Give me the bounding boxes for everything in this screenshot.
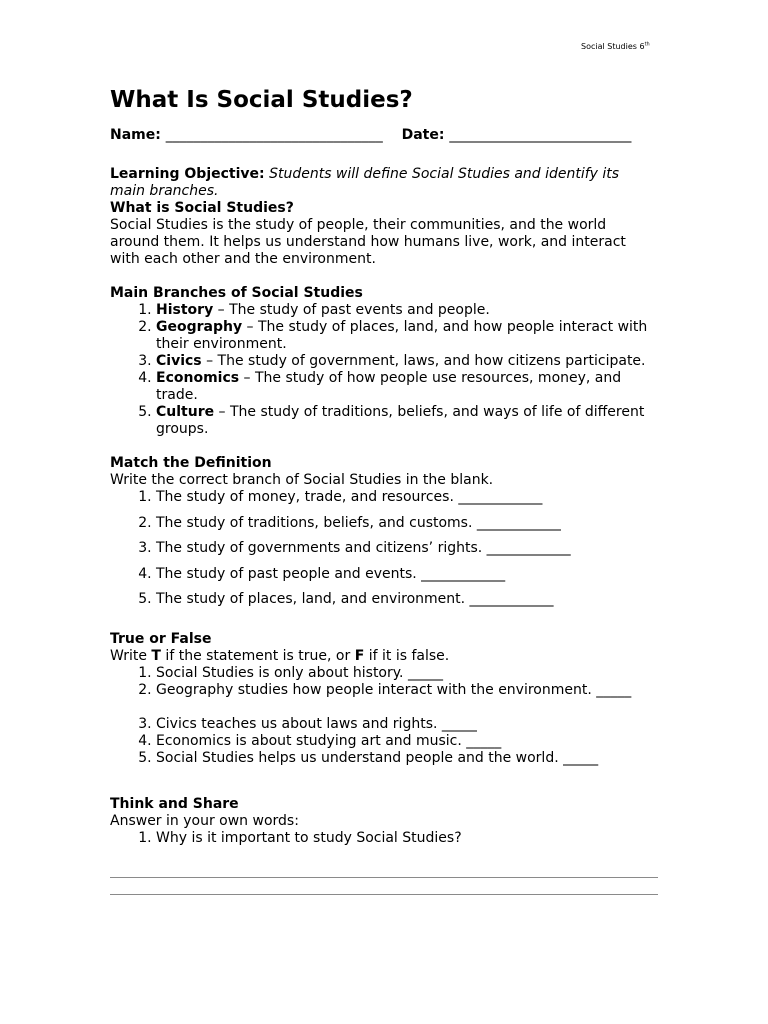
think-share-heading: Think and Share — [110, 796, 239, 813]
think-share-question: 1. Why is it important to study Social Studies? — [156, 830, 658, 847]
branch-item-civics — [156, 353, 658, 370]
branch-item-culture — [156, 404, 658, 438]
instr-text: if it is false. — [364, 648, 450, 665]
branch-description: – The study of how people use resources, money, and trade. — [156, 370, 622, 403]
branch-description: – The study of traditions, beliefs, and ways of life of different groups. — [156, 404, 645, 437]
match-item: 5. The study of places, land, and environment. ____________ — [156, 591, 658, 608]
instr-false-letter: F — [354, 648, 365, 665]
course-label: Social Studies 6 — [581, 42, 645, 51]
branch-item-history — [156, 302, 658, 319]
think-share-instructions: Answer in your own words: — [110, 813, 299, 830]
match-heading: Match the Definition — [110, 455, 272, 471]
branch-description: – The study of places, land, and how people interact with their environment. — [156, 319, 648, 352]
answer-line — [110, 894, 658, 895]
name-date-row — [110, 127, 658, 144]
date-label: Date: — [401, 127, 445, 143]
match-instructions: Write the correct branch of Social Studies in the blank. — [110, 472, 494, 488]
name-label: Name: — [110, 127, 161, 143]
true-false-item: 4. Economics is about studying art and music. _____ — [156, 733, 658, 750]
true-false-instructions — [110, 648, 658, 665]
instr-text: if the statement is true, or — [160, 648, 355, 665]
true-false-heading: True or False — [110, 631, 212, 648]
true-false-item: 3. Civics teaches us about laws and rights. _____ — [156, 716, 658, 733]
branch-description: – The study of past events and people. — [213, 302, 490, 318]
true-false-item: 2. Geography studies how people interact with the environment. _____ — [156, 682, 658, 699]
match-list — [110, 489, 658, 608]
what-is-body: Social Studies is the study of people, their communities, and the world around them. It helps us understand how humans live, work, and interact with each other and the environment. — [110, 217, 626, 267]
instr-true-letter: T — [151, 648, 161, 665]
branch-term: Civics — [156, 353, 202, 369]
match-item: 2. The study of traditions, beliefs, and customs. ____________ — [156, 515, 658, 532]
learning-objective — [110, 166, 658, 200]
worksheet-content — [110, 126, 658, 847]
branch-item-geography — [156, 319, 658, 353]
branch-term: History — [156, 302, 214, 318]
true-false-item: 1. Social Studies is only about history. _____ — [156, 665, 658, 682]
objective-label: Learning Objective: — [110, 166, 265, 182]
branch-term: Economics — [156, 370, 240, 386]
branches-list — [110, 302, 658, 438]
match-item: 4. The study of past people and events. ____________ — [156, 566, 658, 583]
branch-item-economics — [156, 370, 658, 404]
answer-line — [110, 877, 658, 878]
date-blank: __________________________ — [449, 127, 632, 143]
think-share-list — [110, 830, 658, 847]
what-is-heading: What is Social Studies? — [110, 200, 294, 216]
true-false-item: 5. Social Studies helps us understand people and the world. _____ — [156, 750, 658, 767]
course-label-superscript: th — [644, 41, 650, 48]
branches-heading: Main Branches of Social Studies — [110, 285, 363, 301]
course-header — [581, 42, 650, 52]
page-title: What Is Social Studies? — [110, 87, 413, 113]
branch-term: Culture — [156, 404, 215, 420]
match-item: 3. The study of governments and citizens’ rights. ____________ — [156, 540, 658, 557]
instr-text: Write — [110, 648, 152, 665]
true-false-list — [110, 665, 658, 767]
branch-description: – The study of government, laws, and how citizens participate. — [201, 353, 646, 369]
branch-term: Geography — [156, 319, 243, 335]
name-blank: _______________________________ — [165, 127, 383, 143]
match-item: 1. The study of money, trade, and resources. ____________ — [156, 489, 658, 506]
objective-text: Students will define Social Studies and identify its main branches. — [110, 166, 620, 199]
